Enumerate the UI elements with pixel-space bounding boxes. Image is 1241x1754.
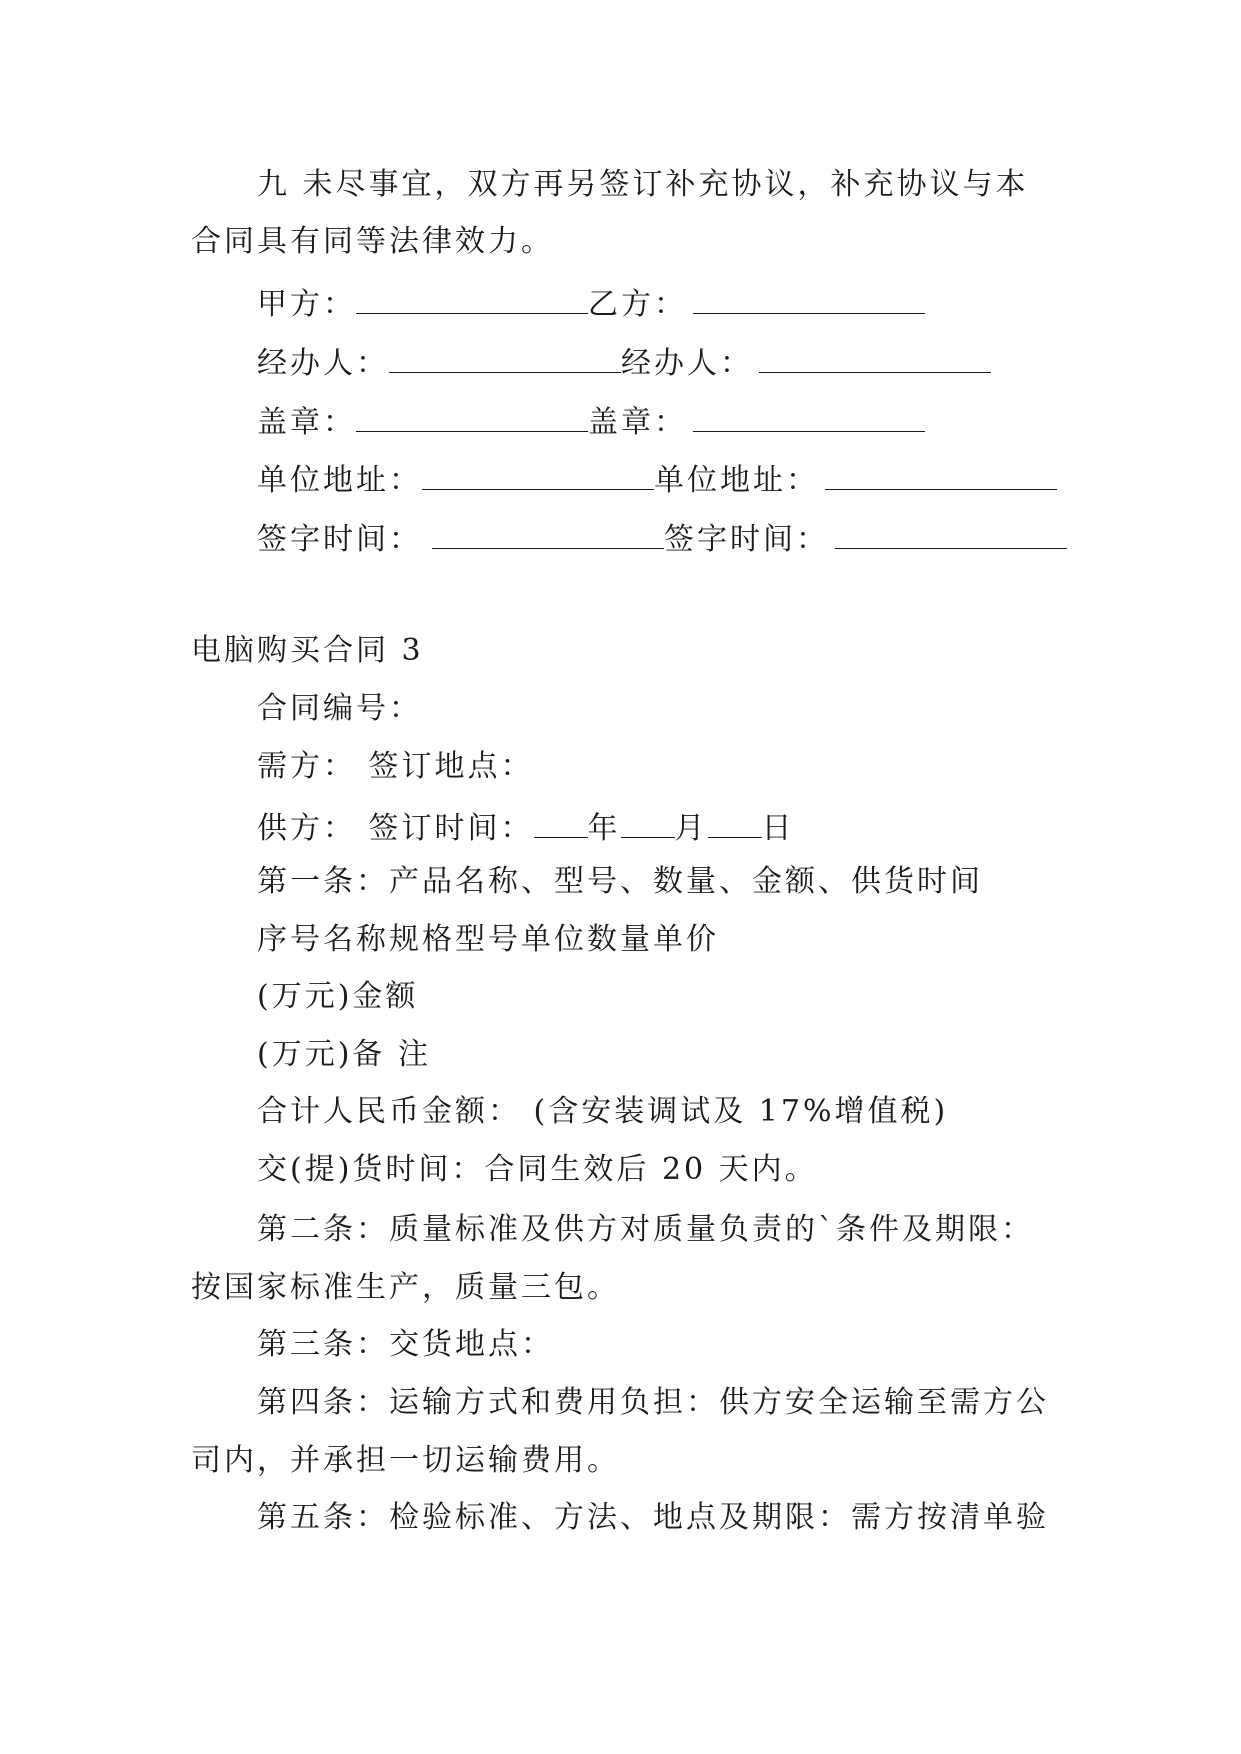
address-b-blank: [825, 457, 1057, 490]
signature-row-agent: [257, 340, 991, 384]
party-a-blank: [356, 281, 588, 314]
month-blank: [621, 805, 675, 838]
buyer-line: 需方： 签订地点：: [257, 749, 534, 784]
party-b-label: 乙方：: [588, 287, 687, 322]
unit-amount: (万元)金额: [257, 979, 419, 1014]
section-nine-line-2: 合同具有同等法律效力。: [191, 224, 554, 259]
day-blank: [708, 805, 762, 838]
article-2-line-1: 第二条：质量标准及供方对质量负责的`条件及期限：: [257, 1212, 1034, 1247]
sign-time-b-blank: [835, 516, 1067, 549]
seal-a-blank: [356, 399, 588, 432]
article-4-line-2: 司内，并承担一切运输费用。: [191, 1443, 620, 1478]
article-1: 第一条：产品名称、型号、数量、金额、供货时间: [257, 864, 983, 899]
agent-b-blank: [759, 340, 991, 373]
article-5-line-1: 第五条：检验标准、方法、地点及期限：需方按清单验: [257, 1500, 1049, 1535]
article-3: 第三条：交货地点：: [257, 1327, 554, 1362]
agent-b-label: 经办人：: [621, 346, 753, 381]
table-header: 序号名称规格型号单位数量单价: [257, 922, 719, 957]
agent-a-label: 经办人：: [257, 346, 389, 381]
signature-row-party: [257, 281, 925, 325]
contract-title: 电脑购买合同 3: [191, 633, 424, 668]
total-amount: 合计人民币金额： (含安装调试及 17%增值税): [257, 1094, 949, 1129]
agent-a-blank: [389, 340, 621, 373]
day-label: 日: [761, 811, 795, 846]
address-a-blank: [422, 457, 654, 490]
sign-time-b-label: 签字时间：: [664, 522, 829, 557]
party-b-blank: [693, 281, 925, 314]
signature-row-seal: [257, 399, 925, 443]
year-blank: [534, 805, 588, 838]
signature-row-address: [257, 457, 1057, 501]
seal-a-label: 盖章：: [257, 405, 356, 440]
party-a-label: 甲方：: [257, 287, 356, 322]
seal-b-blank: [693, 399, 925, 432]
seal-b-label: 盖章：: [588, 405, 687, 440]
delivery-time: 交(提)货时间：合同生效后 20 天内。: [257, 1152, 818, 1187]
sign-time-a-blank: [432, 516, 664, 549]
supplier-prefix: 供方： 签订时间：: [257, 811, 534, 846]
address-b-label: 单位地址：: [654, 463, 819, 498]
sign-time-a-label: 签字时间：: [257, 522, 422, 557]
signature-row-sign-time: [257, 516, 1067, 560]
contract-number: 合同编号：: [257, 691, 422, 726]
month-label: 月: [674, 811, 708, 846]
supplier-line: [257, 805, 795, 849]
year-label: 年: [587, 811, 621, 846]
article-2-line-2: 按国家标准生产，质量三包。: [191, 1270, 620, 1305]
address-a-label: 单位地址：: [257, 463, 422, 498]
section-nine-line-1: 九 未尽事宜，双方再另签订补充协议，补充协议与本: [257, 167, 1029, 202]
unit-note: (万元)备 注: [257, 1037, 431, 1072]
article-4-line-1: 第四条：运输方式和费用负担：供方安全运输至需方公: [257, 1385, 1049, 1420]
